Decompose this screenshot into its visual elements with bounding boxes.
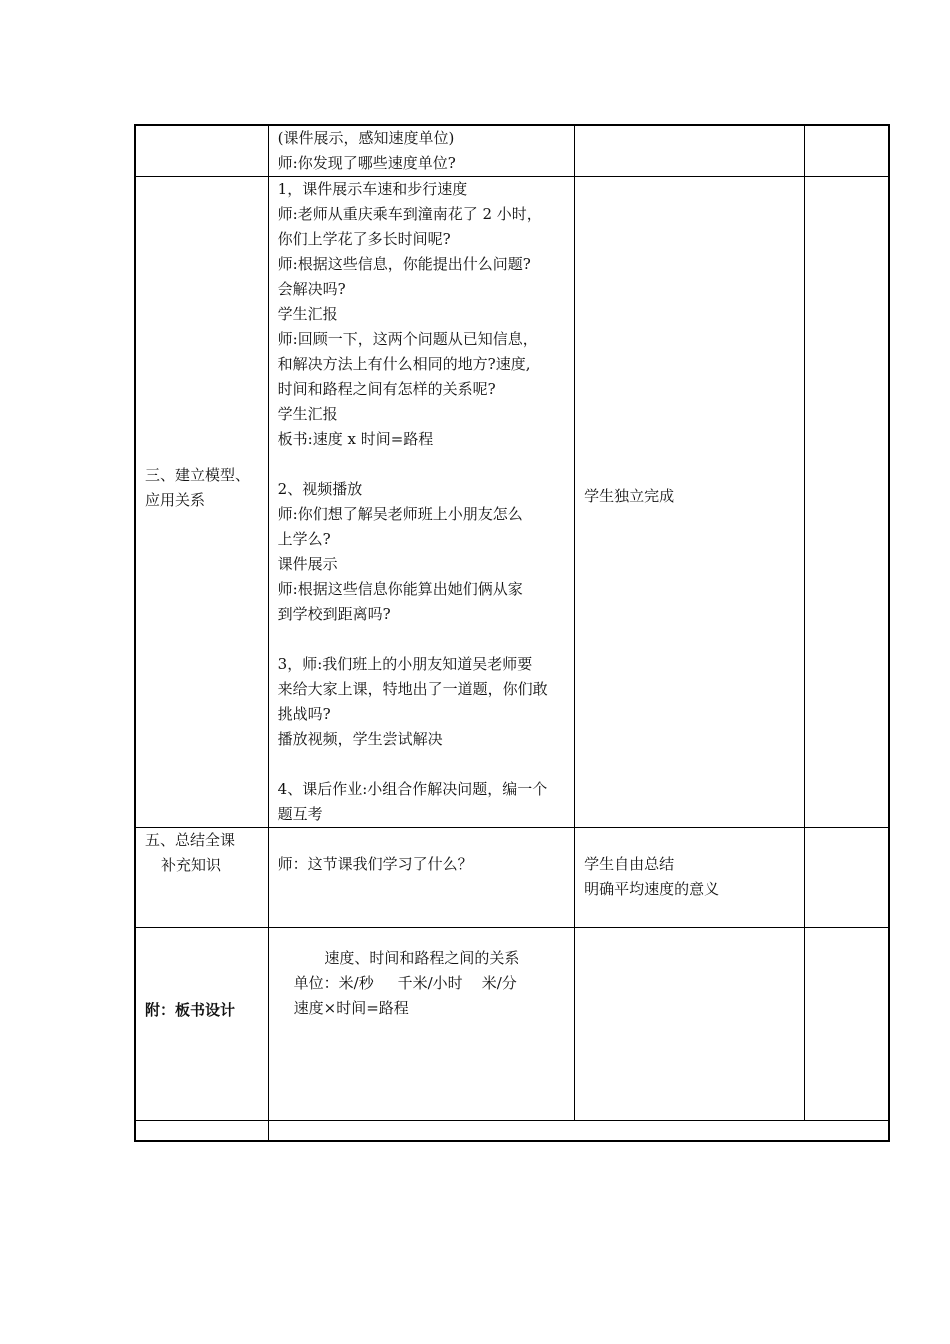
notes-cell bbox=[805, 125, 889, 177]
text-line: (课件展示，感知速度单位) bbox=[277, 129, 455, 147]
stage-cell bbox=[135, 177, 268, 828]
notes-cell bbox=[805, 928, 889, 1121]
text-line: 师:你发现了哪些速度单位? bbox=[277, 154, 456, 172]
text-line: 课件展示 bbox=[277, 555, 338, 573]
stage-cell bbox=[135, 928, 268, 1121]
text-line: 上学么? bbox=[277, 530, 331, 548]
text-line: 到学校到距离吗? bbox=[277, 605, 391, 623]
text-line: 题互考 bbox=[277, 805, 323, 823]
blank-line bbox=[278, 627, 566, 652]
text-line: 师:回顾一下，这两个问题从已知信息， bbox=[277, 330, 538, 348]
text-line: 学生自由总结 bbox=[584, 855, 675, 873]
student-activity-cell bbox=[575, 125, 805, 177]
blank-line bbox=[278, 752, 566, 777]
board-design-cell bbox=[268, 928, 574, 1121]
teacher-activity-cell bbox=[268, 125, 574, 177]
text-line: 师:你们想了解吴老师班上小朋友怎么 bbox=[277, 505, 523, 523]
text-line: 1，课件展示车速和步行速度 bbox=[277, 180, 468, 198]
stage-cell bbox=[135, 125, 268, 177]
text-line: 和解决方法上有什么相同的地方?速度, bbox=[277, 355, 531, 373]
stage-cell bbox=[135, 828, 268, 928]
stage-title-line: 补充知识 bbox=[161, 856, 222, 874]
stage-cell bbox=[135, 1121, 268, 1141]
text-line: 学生独立完成 bbox=[584, 486, 675, 505]
text-line: 学生汇报 bbox=[277, 405, 338, 423]
text-line: 师:老师从重庆乘车到潼南花了 2 小时， bbox=[277, 205, 542, 223]
text-line: 播放视频，学生尝试解决 bbox=[277, 730, 443, 748]
text-line: 挑战吗? bbox=[277, 705, 331, 723]
student-activity-cell bbox=[575, 928, 805, 1121]
text-line: 时间和路程之间有怎样的关系呢? bbox=[277, 380, 496, 398]
text-line: 会解决吗? bbox=[277, 280, 346, 298]
table-row bbox=[135, 177, 889, 828]
board-units: 单位：米/秒 千米/小时 米/分 bbox=[293, 974, 517, 992]
table-row bbox=[135, 928, 889, 1121]
table-row bbox=[135, 828, 889, 928]
board-design-label: 附：板书设计 bbox=[145, 1000, 236, 1019]
text-line: 师:根据这些信息你能算出她们俩从家 bbox=[277, 580, 523, 598]
merged-cell bbox=[268, 1121, 889, 1141]
table-row bbox=[135, 1121, 889, 1141]
teacher-activity-cell bbox=[268, 828, 574, 928]
text-line: 来给大家上课，特地出了一道题，你们敢 bbox=[277, 680, 548, 698]
text-line: 2、视频播放 bbox=[277, 480, 363, 498]
student-activity-cell bbox=[575, 828, 805, 928]
text-line: 师:根据这些信息，你能提出什么问题? bbox=[277, 255, 531, 273]
teacher-activity-cell bbox=[268, 177, 574, 828]
text-line: 明确平均速度的意义 bbox=[584, 880, 720, 898]
stage-title-line: 三、建立模型、 bbox=[145, 466, 251, 484]
text-line: 3，师:我们班上的小朋友知道吴老师要 bbox=[277, 655, 533, 673]
notes-cell bbox=[805, 828, 889, 928]
text-line: 学生汇报 bbox=[277, 305, 338, 323]
lesson-plan-table bbox=[134, 124, 890, 1142]
board-title: 速度、时间和路程之间的关系 bbox=[324, 949, 520, 967]
text-line: 师：这节课我们学习了什么？ bbox=[277, 855, 473, 873]
text-line: 4、课后作业:小组合作解决问题，编一个 bbox=[277, 780, 548, 798]
table-row bbox=[135, 125, 889, 177]
text-line: 板书:速度 x 时间=路程 bbox=[277, 430, 434, 448]
student-activity-cell bbox=[575, 177, 805, 828]
stage-title-line: 应用关系 bbox=[145, 491, 206, 509]
notes-cell bbox=[805, 177, 889, 828]
blank-line bbox=[278, 452, 566, 477]
board-formula: 速度×时间=路程 bbox=[293, 999, 409, 1017]
stage-title-line: 五、总结全课 bbox=[145, 831, 236, 849]
text-line: 你们上学花了多长时间呢? bbox=[277, 230, 451, 248]
